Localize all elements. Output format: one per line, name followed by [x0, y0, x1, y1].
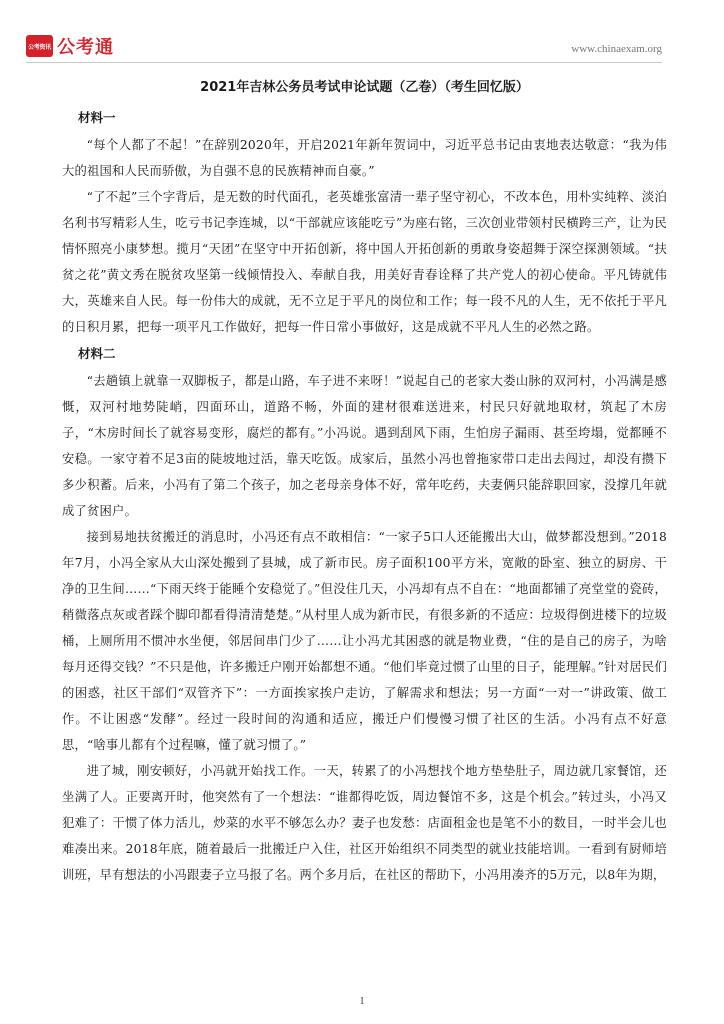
site-url: www.chinaexam.org: [571, 43, 662, 55]
section-heading-material-2: 材料二: [78, 346, 116, 361]
document-title: 2021年吉林公务员考试申论试题（乙卷）（考生回忆版）: [200, 80, 529, 95]
page-number: 1: [359, 996, 365, 1007]
section-heading-material-1: 材料一: [78, 110, 116, 125]
logo-text: 公考通: [57, 37, 114, 58]
header-divider: [26, 62, 662, 63]
document-body: [62, 78, 667, 888]
logo: [26, 32, 114, 60]
paragraph: “每个人都了不起！”在辞别2020年，开启2021年新年贺词中，习近平总书记由衷地表达敬意：“我为伟大的祖国和人民而骄傲，为自强不息的民族精神而自豪。”: [62, 138, 667, 178]
paragraph: 进了城，刚安顿好，小冯就开始找工作。一天，转累了的小冯想找个地方垫垫肚子，周边就几家餐馆，还坐满了人。正要离开时，他突然有了一个想法：“谁都得吃饭，周边餐馆不多，这是个机会。”转过头，小冯又犯难了：干惯了体力活儿，炒菜的水平不够怎么办？妻子也发愁：店面租金也是笔不小的数目，一时半会儿也难凑出来。2018年底，随着最后一批搬迁户入住，社区开始组织不同类型的就业技能培训。一看到有厨师培训班，早有想法的小冯跟妻子立马报了名。两个多月后，在社区的帮助下，小冯用凑齐的5万元，以8年为期，: [62, 764, 667, 882]
logo-badge: 公考资讯: [26, 35, 53, 57]
page-header: [26, 32, 662, 62]
paragraph: 接到易地扶贫搬迁的消息时，小冯还有点不敢相信：“一家子5口人还能搬出大山，做梦都没想到。”2018年7月，小冯全家从大山深处搬到了县城，成了新市民。房子面积100平方米，宽敞的卧室、独立的厨房、干净的卫生间……“下雨天终于能睡个安稳觉了。”但没住几天，小冯却有点不自在：“地面都铺了亮堂堂的瓷砖，稍微落点灰或者踩个脚印都看得清清楚楚。”从村里人成为新市民，有很多新的不适应：垃圾得倒进楼下的垃圾桶，上厕所用不惯冲水坐便，邻居间串门少了……让小冯尤其困惑的就是物业费，“住的是自己的房子，为啥每月还得交钱？”不只是他，许多搬迁户刚开始都想不通。“他们毕竟过惯了山里的日子，能理解。”针对居民们的困惑，社区干部们“双管齐下”：一方面挨家挨户走访，了解需求和想法；另一方面“一对一”讲政策、做工作。不让困惑“发酵”。经过一段时间的沟通和适应，搬迁户们慢慢习惯了社区的生活。小冯有点不好意思，“啥事儿都有个过程嘛，懂了就习惯了。”: [62, 530, 667, 752]
paragraph: “去趟镇上就靠一双脚板子，都是山路，车子进不来呀！”说起自己的老家大娄山脉的双河村，小冯满是感慨，双河村地势陡峭，四面环山，道路不畅，外面的建材很难送进来，村民只好就地取材，筑起了木房子，“木房时间长了就容易变形，腐烂的都有。”小冯说。遇到刮风下雨，生怕房子漏雨、甚至垮塌，觉都睡不安稳。一家守着不足3亩的陡坡地过活，靠天吃饭。成家后，虽然小冯也曾拖家带口走出去闯过，却没有攒下多少积蓄。后来，小冯有了第二个孩子，加之老母亲身体不好，常年吃药，夫妻俩只能辞职回家，没撑几年就成了贫困户。: [62, 374, 667, 518]
paragraph: “了不起”三个字背后，是无数的时代面孔，老英雄张富清一辈子坚守初心，不改本色，用朴实纯粹、淡泊名利书写精彩人生，吃亏书记李连城，以“干部就应该能吃亏”为座右铭，三次创业带领村民横跨三产，让为民情怀照亮小康梦想。揽月“天团”在坚守中开拓创新，将中国人开拓创新的勇敢身姿超舞于深空探测领域。“扶贫之花”黄文秀在脱贫攻坚第一线倾情投入、奉献自我，用美好青春诠释了共产党人的初心使命。平凡铸就伟大，英雄来自人民。每一份伟大的成就，无不立足于平凡的岗位和工作；每一段不凡的人生，无不依托于平凡的日积月累，把每一项平凡工作做好，把每一件日常小事做好，这是成就不平凡人生的必然之路。: [62, 190, 667, 334]
